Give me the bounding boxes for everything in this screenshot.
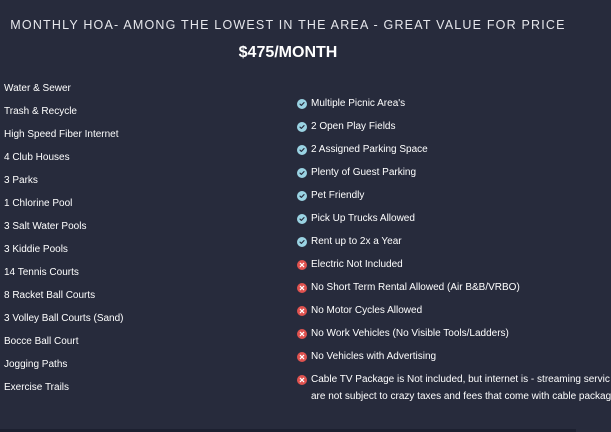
amenity-item: 4 Club Houses	[4, 152, 70, 163]
rule-label: 2 Open Play Fields	[311, 121, 396, 132]
amenity-item: 3 Salt Water Pools	[4, 221, 87, 232]
check-icon	[297, 122, 307, 132]
x-icon	[297, 375, 307, 385]
amenity-item: Exercise Trails	[4, 382, 70, 393]
check-icon	[297, 145, 307, 155]
amenity-item: 1 Chlorine Pool	[4, 198, 73, 209]
rule-label: Pick Up Trucks Allowed	[311, 213, 415, 224]
rule-label: No Vehicles with Advertising	[311, 351, 437, 362]
rule-item	[297, 368, 610, 391]
amenity-item: Bocce Ball Court	[4, 336, 79, 347]
check-icon	[297, 168, 307, 178]
rule-item	[297, 92, 576, 115]
rule-item	[297, 276, 576, 299]
rule-label: Plenty of Guest Parking	[311, 167, 417, 178]
x-icon	[297, 329, 307, 339]
rule-item	[297, 184, 576, 207]
section-title: MONTHLY HOA- AMONG THE LOWEST IN THE AREA - GREAT VALUE FOR PRICE	[10, 18, 566, 32]
amenity-item: 3 Parks	[4, 175, 38, 186]
amenity-item: High Speed Fiber Internet	[4, 129, 119, 140]
x-icon	[297, 352, 307, 362]
check-icon	[297, 214, 307, 224]
rule-item	[297, 138, 576, 161]
rule-item	[297, 299, 576, 322]
rules-list	[297, 92, 610, 391]
x-icon	[297, 260, 307, 270]
amenity-item: 14 Tennis Courts	[4, 267, 79, 278]
rule-item	[297, 322, 576, 345]
x-icon	[297, 283, 307, 293]
rule-item	[297, 161, 576, 184]
amenity-item: Water & Sewer	[4, 83, 71, 94]
rule-label: Pet Friendly	[311, 190, 365, 201]
rule-item	[297, 230, 576, 253]
check-icon	[297, 99, 307, 109]
x-icon	[297, 306, 307, 316]
rule-continuation-text: are not subject to crazy taxes and fees that come with cable packag	[311, 391, 611, 402]
rule-label: No Short Term Rental Allowed (Air B&B/VRBO)	[311, 282, 520, 293]
rule-label: No Motor Cycles Allowed	[311, 305, 423, 316]
amenity-item: 3 Kiddie Pools	[4, 244, 68, 255]
check-icon	[297, 237, 307, 247]
amenity-item: 3 Volley Ball Courts (Sand)	[4, 313, 124, 324]
amenity-item: 8 Racket Ball Courts	[4, 290, 96, 301]
rule-label: Cable TV Package is Not included, but internet is - streaming servic	[311, 374, 610, 385]
amenity-item: Trash & Recycle	[4, 106, 77, 117]
rule-item	[297, 345, 576, 368]
rule-label: Electric Not Included	[311, 259, 403, 270]
rule-item	[297, 253, 576, 276]
amenities-list	[4, 80, 124, 402]
amenity-item: Jogging Paths	[4, 359, 68, 370]
rule-label: Multiple Picnic Area's	[311, 98, 406, 109]
rule-label: No Work Vehicles (No Visible Tools/Ladders)	[311, 328, 509, 339]
monthly-price: $475/MONTH	[238, 44, 338, 61]
rule-label: 2 Assigned Parking Space	[311, 144, 428, 155]
check-icon	[297, 191, 307, 201]
rule-item	[297, 207, 576, 230]
rule-label: Rent up to 2x a Year	[311, 236, 402, 247]
rule-item	[297, 115, 576, 138]
